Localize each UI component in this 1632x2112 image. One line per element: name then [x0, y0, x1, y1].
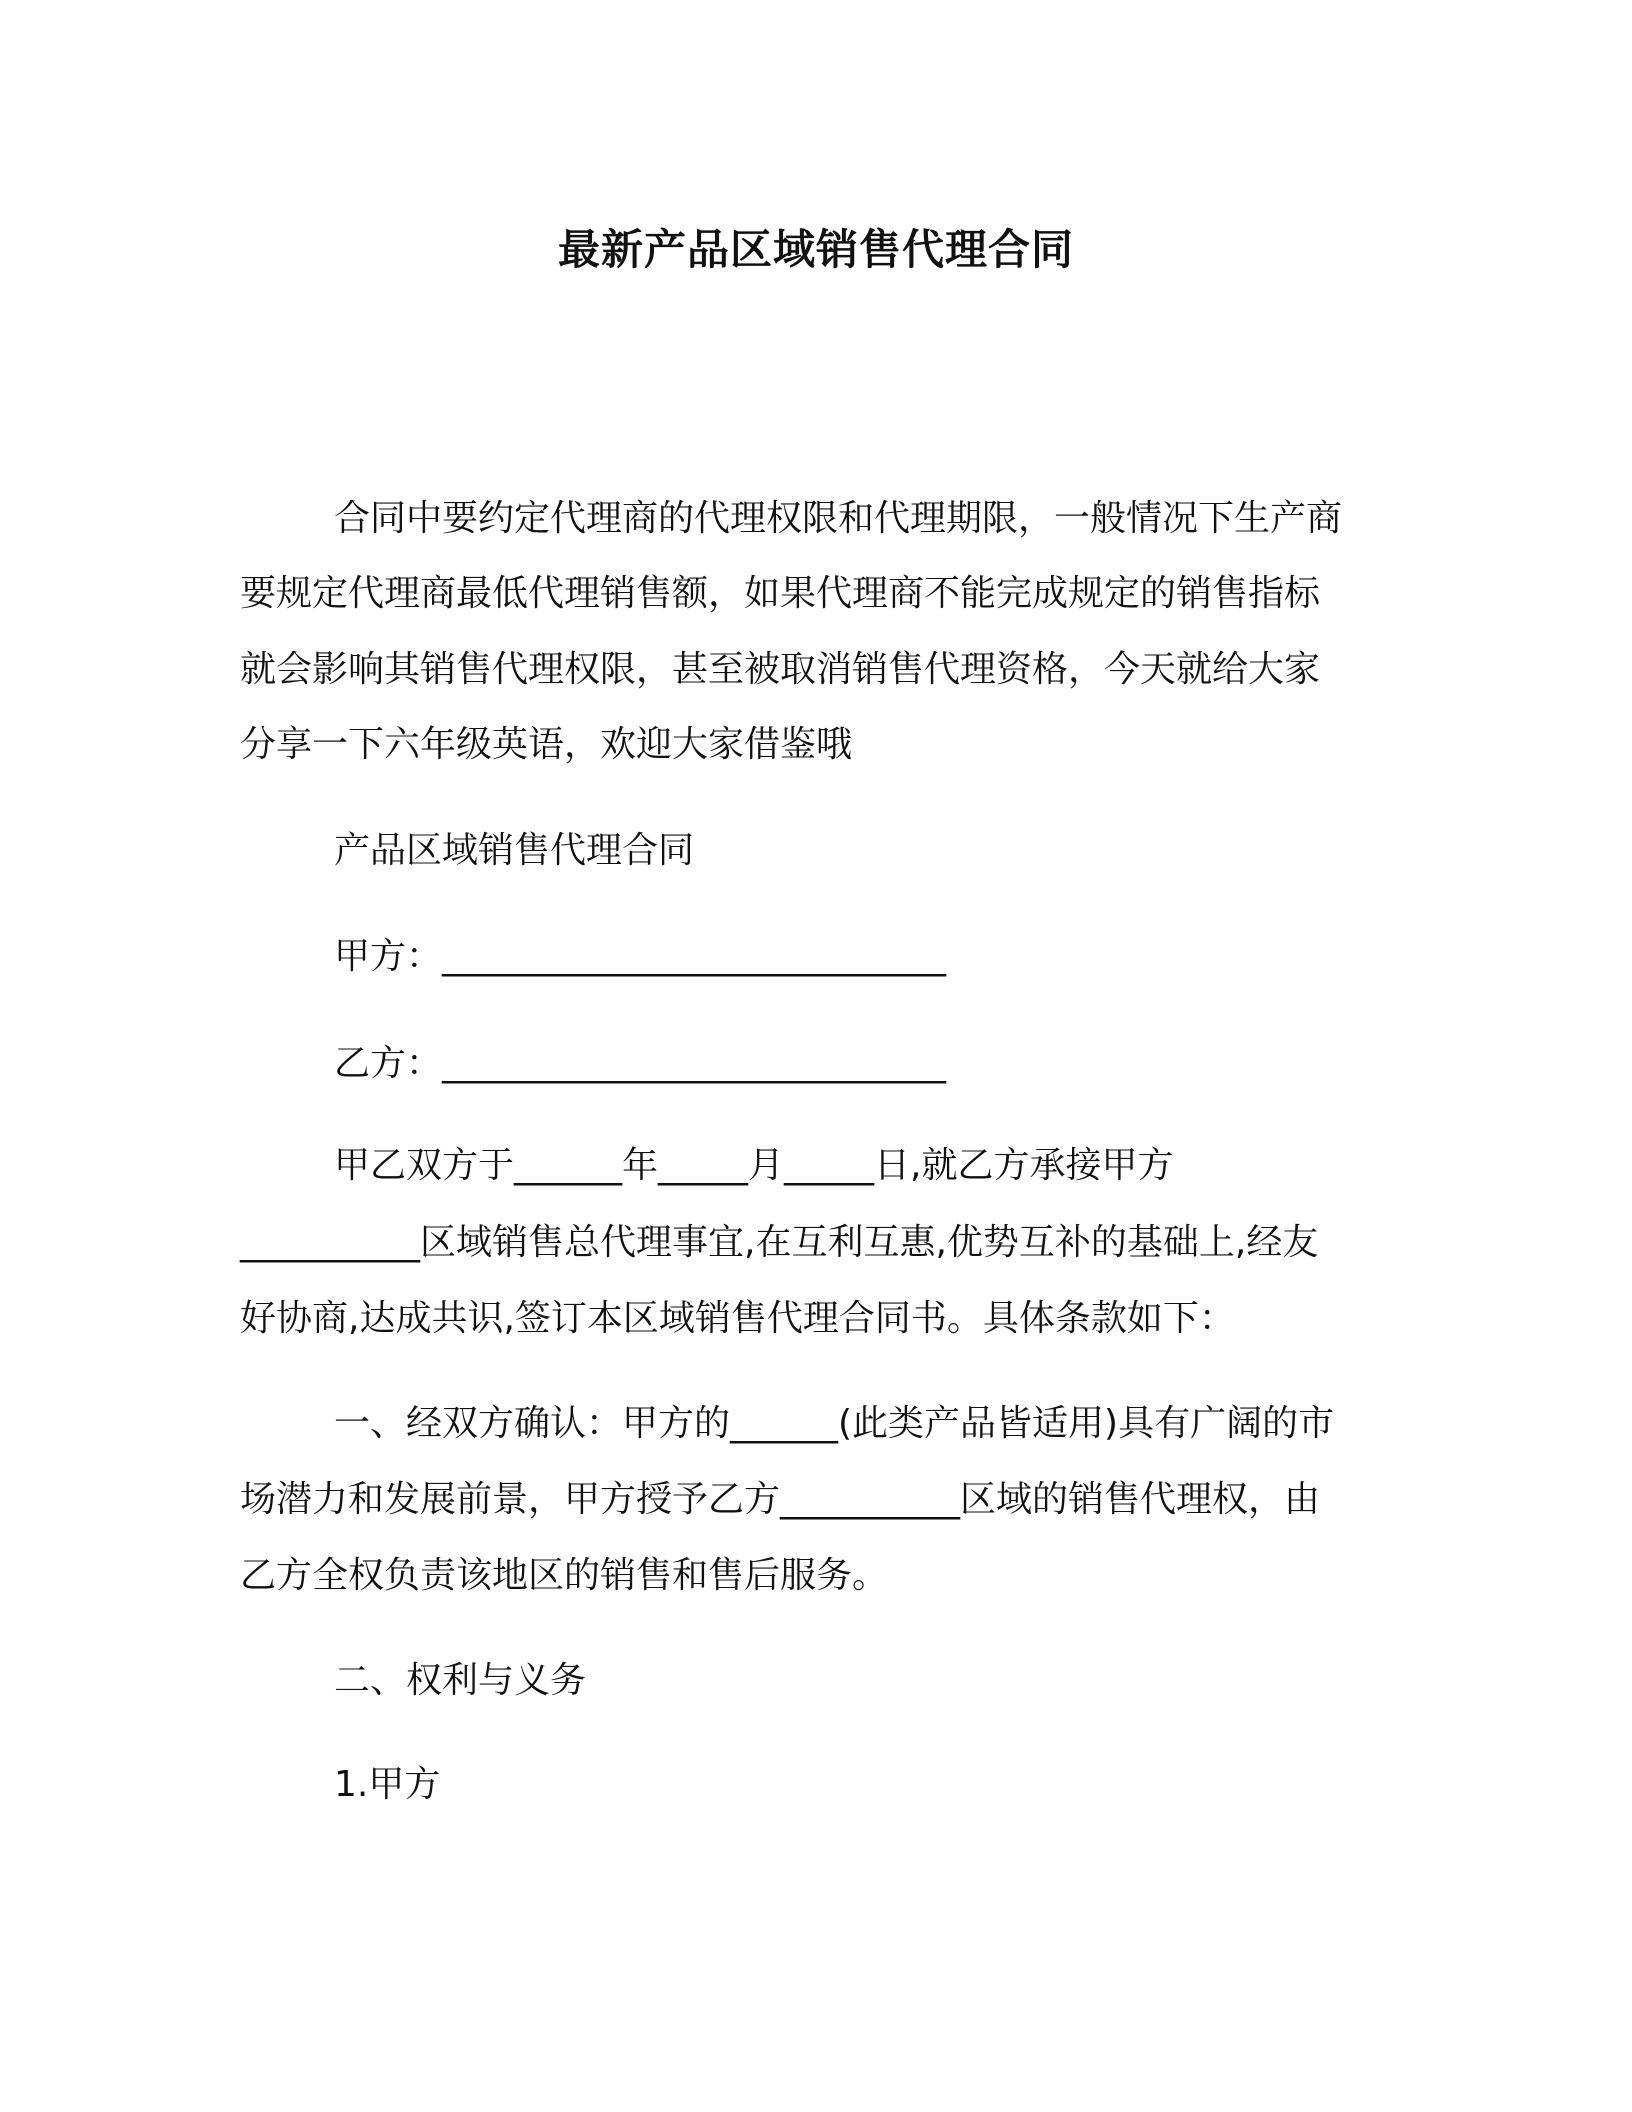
agreement-line-1: 甲乙双方于______年_____月_____日,就乙方承接甲方: [334, 1145, 1174, 1186]
clause1-line-1: 一、经双方确认：甲方的______(此类产品皆适用)具有广阔的市: [334, 1403, 1335, 1444]
clause2-item1: 1.甲方: [334, 1764, 441, 1805]
document-title: 最新产品区域销售代理合同: [557, 225, 1074, 274]
intro-line-4: 分享一下六年级英语，欢迎大家借鉴哦: [240, 724, 853, 765]
clause2-heading: 二、权利与义务: [334, 1660, 587, 1701]
agreement-line-3: 好协商,达成共识,签订本区域销售代理合同书。具体条款如下：: [240, 1298, 1235, 1339]
party-a-line: 甲方：____________________________: [334, 936, 947, 977]
intro-line-3: 就会影响其销售代理权限，甚至被取消销售代理资格，今天就给大家: [240, 649, 1321, 690]
party-b-line: 乙方：____________________________: [334, 1043, 947, 1084]
intro-line-2: 要规定代理商最低代理销售额，如果代理商不能完成规定的销售指标: [240, 573, 1321, 614]
agreement-line-2: __________区域销售总代理事宜,在互利互惠,优势互补的基础上,经友: [240, 1222, 1319, 1263]
intro-line-1: 合同中要约定代理商的代理权限和代理期限，一般情况下生产商: [334, 498, 1343, 539]
contract-subtitle: 产品区域销售代理合同: [334, 830, 695, 871]
clause1-line-2: 场潜力和发展前景，甲方授予乙方__________区域的销售代理权，由: [240, 1479, 1321, 1520]
clause1-line-3: 乙方全权负责该地区的销售和售后服务。: [240, 1555, 889, 1596]
